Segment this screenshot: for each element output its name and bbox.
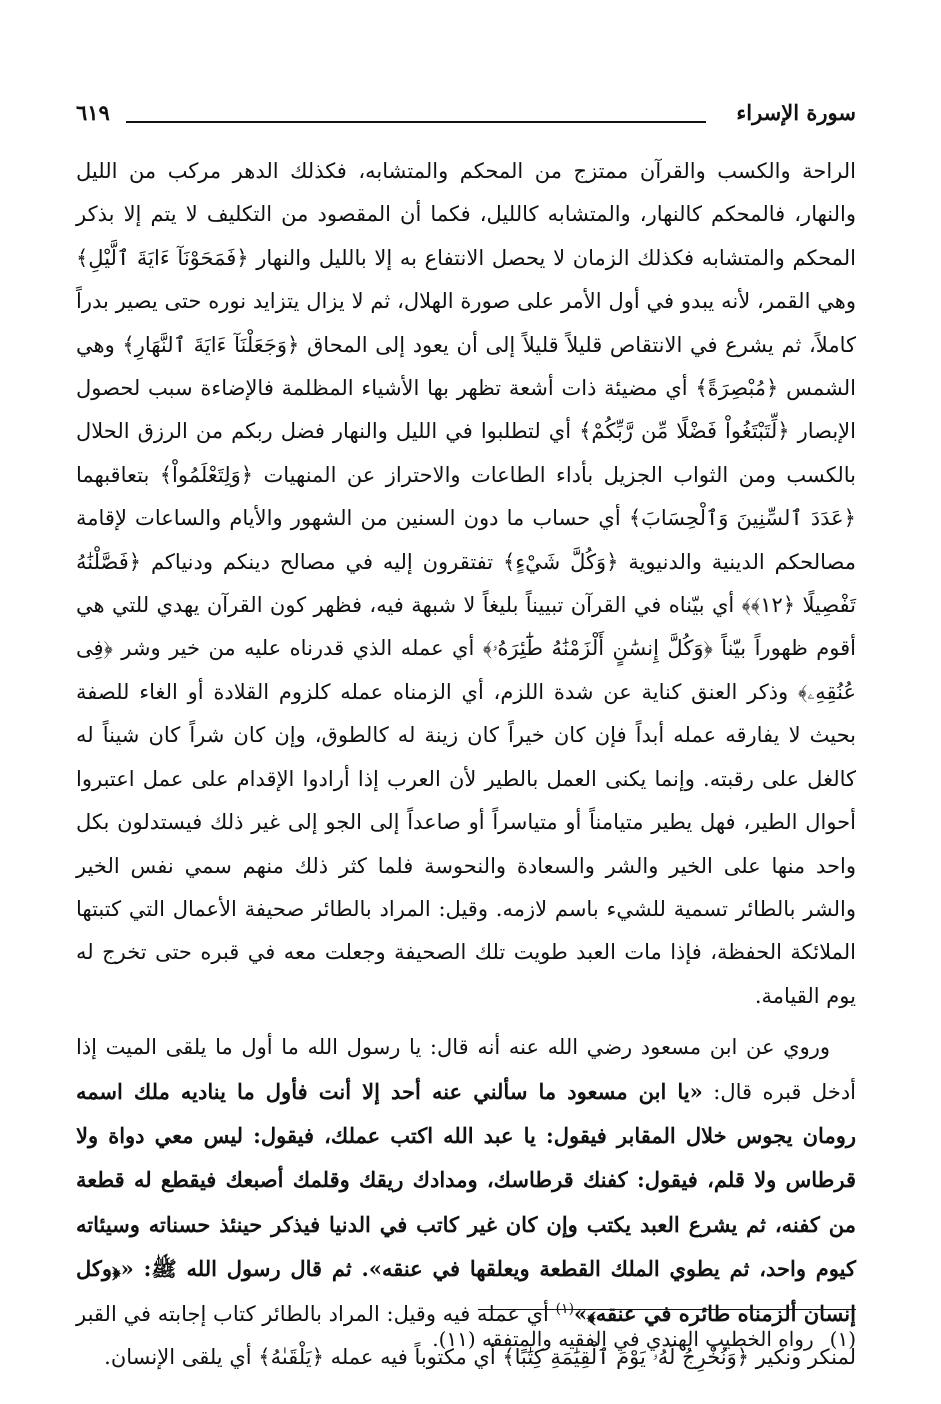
footnote-text: رواه الخطيب الهندي في الفقيه والمتفقه (١١).: [432, 1327, 814, 1351]
footnote-number: (١): [829, 1327, 856, 1351]
footnote: [76, 1322, 856, 1356]
paragraph-tafsir: الراحة والكسب والقرآن ممتزج من المحكم والمتشابه، فكذلك الدهر مركب من الليل والنهار، فالمحكم كالنهار، والمتشابه كالليل، فكما أن المقصود من التكليف لا يتم إلا بذكر المحكم والمتشابه فكذلك الزمان لا يحصل الانتفاع به إلا بالليل والنهار ﴿فَمَحَوْنَآ ءَايَةَ ٱلَّيْلِ﴾ وهي القمر، لأنه يبدو في أول الأمر على صورة الهلال، ثم لا يزال يتزايد نوره حتى يصير بدراً كاملاً، ثم يشرع في الانتقاص قليلاً قليلاً إلى أن يعود إلى المحاق ﴿وَجَعَلْنَآ ءَايَةَ ٱلنَّهَارِ﴾ وهي الشمس ﴿مُبْصِرَةً﴾ أي مضيئة ذات أشعة تظهر بها الأشياء المظلمة فالإضاءة سبب لحصول الإبصار ﴿لِّتَبْتَغُواْ فَضْلًا مِّن رَّبِّكُمْ﴾ أي لتطلبوا في الليل والنهار فضل ربكم من الرزق الحلال بالكسب ومن الثواب الجزيل بأداء الطاعات والاحتراز عن المنهيات ﴿وَلِتَعْلَمُواْ﴾ بتعاقبهما ﴿عَدَدَ ٱلسِّنِينَ وَٱلْحِسَابَ﴾ أي حساب ما دون السنين من الشهور والأيام والساعات لإقامة مصالحكم الدينية والدنيوية ﴿وَكُلَّ شَيْءٍ﴾ تفتقرون إليه في مصالح دينكم ودنياكم ﴿فَصَّلْنَٰهُ تَفْصِيلًا ﴿١٢﴾﴾ أي بيّناه في القرآن تبييناً بليغاً لا شبهة فيه، فظهر كون القرآن يهدي للتي هي أقوم ظهوراً بيّناً ﴿وَكُلَّ إِنسَٰنٍ أَلْزَمْنَٰهُ طَٰٓئِرَهُۥ﴾ أي عمله الذي قدرناه عليه من خير وشر ﴿فِى عُنُقِهِۦ﴾ وذكر العنق كناية عن شدة اللزم، أي الزمناه عمله كلزوم القلادة أو الغاء للصفة بحيث لا يفارقه عمله أبداً فإن كان خيراً كان زينة له كالطوق، وإن كان شراً كان شيناً له كالغل على رقبته. وإنما يكنى العمل بالطير لأن العرب إذا أرادوا الإقدام على عمل اعتبروا أحوال الطير، فهل يطير متيامناً أو متياسراً أو صاعداً إلى الجو إلى غير ذلك فيستدلون بكل واحد منها على الخير والشر والسعادة والنحوسة فلما كثر ذلك منهم سمي نفس الخير والشر بالطائر تسمية للشيء باسم لازمه. وقيل: المراد بالطائر صحيفة الأعمال التي كتبتها الملائكة الحفظة، فإذا مات العبد طويت تلك الصحيفة وجعلت معه في قبره حتى تخرج له يوم القيامة.: [76, 159, 856, 1008]
page-number: ٦١٩: [76, 100, 110, 125]
surah-title: سورة الإسراء: [736, 100, 856, 125]
hadith-quote: «يا ابن مسعود ما سألني عنه أحد إلا أنت فأول ما يناديه ملك اسمه رومان يجوس خلال المقابر فيقول: يا عبد الله اكتب عملك، فيقول: ليس معي دواة ولا قرطاس ولا قلم، فيقول: كفنك قرطاسك، ومدادك ريقك وقلمك أصبعك فيقطع له قطعة من كفنه، ثم يشرع العبد يكتب وإن كان غير كاتب في الدنيا فيذكر حينئذ حسناته وسيئاته كيوم واحد، ثم يطوي الملك القطعة ويعلقها في عنقه». ثم قال رسول الله ﷺ: «﴿وكل إنسان ألزمناه طائره في عنقه﴾»: [76, 1078, 856, 1326]
page-header: [76, 100, 856, 140]
body-text: [76, 150, 856, 1379]
footnote-rule: [478, 1309, 856, 1310]
hadith-intro: وروي عن ابن مسعود رضي الله عنه أنه قال: يا رسول الله ما أول ما يلقى الميت إذا أدخل قبره قال:: [76, 1035, 856, 1104]
hadith-rest: أي عمله فيه وقيل: المراد بالطائر كتاب إجابته في القبر لمنكر ونكير ﴿وَنُخْرِجُ لَهُۥ يَوْمَ ٱلْقِيَٰمَةِ كِتَٰبًا﴾ أي مكتوباً فيه عمله ﴿يَلْقَىٰهُ﴾ أي يلقى الإنسان.: [76, 1301, 856, 1369]
header-rule: [126, 121, 706, 123]
footnote-reference: (١): [555, 1300, 575, 1317]
